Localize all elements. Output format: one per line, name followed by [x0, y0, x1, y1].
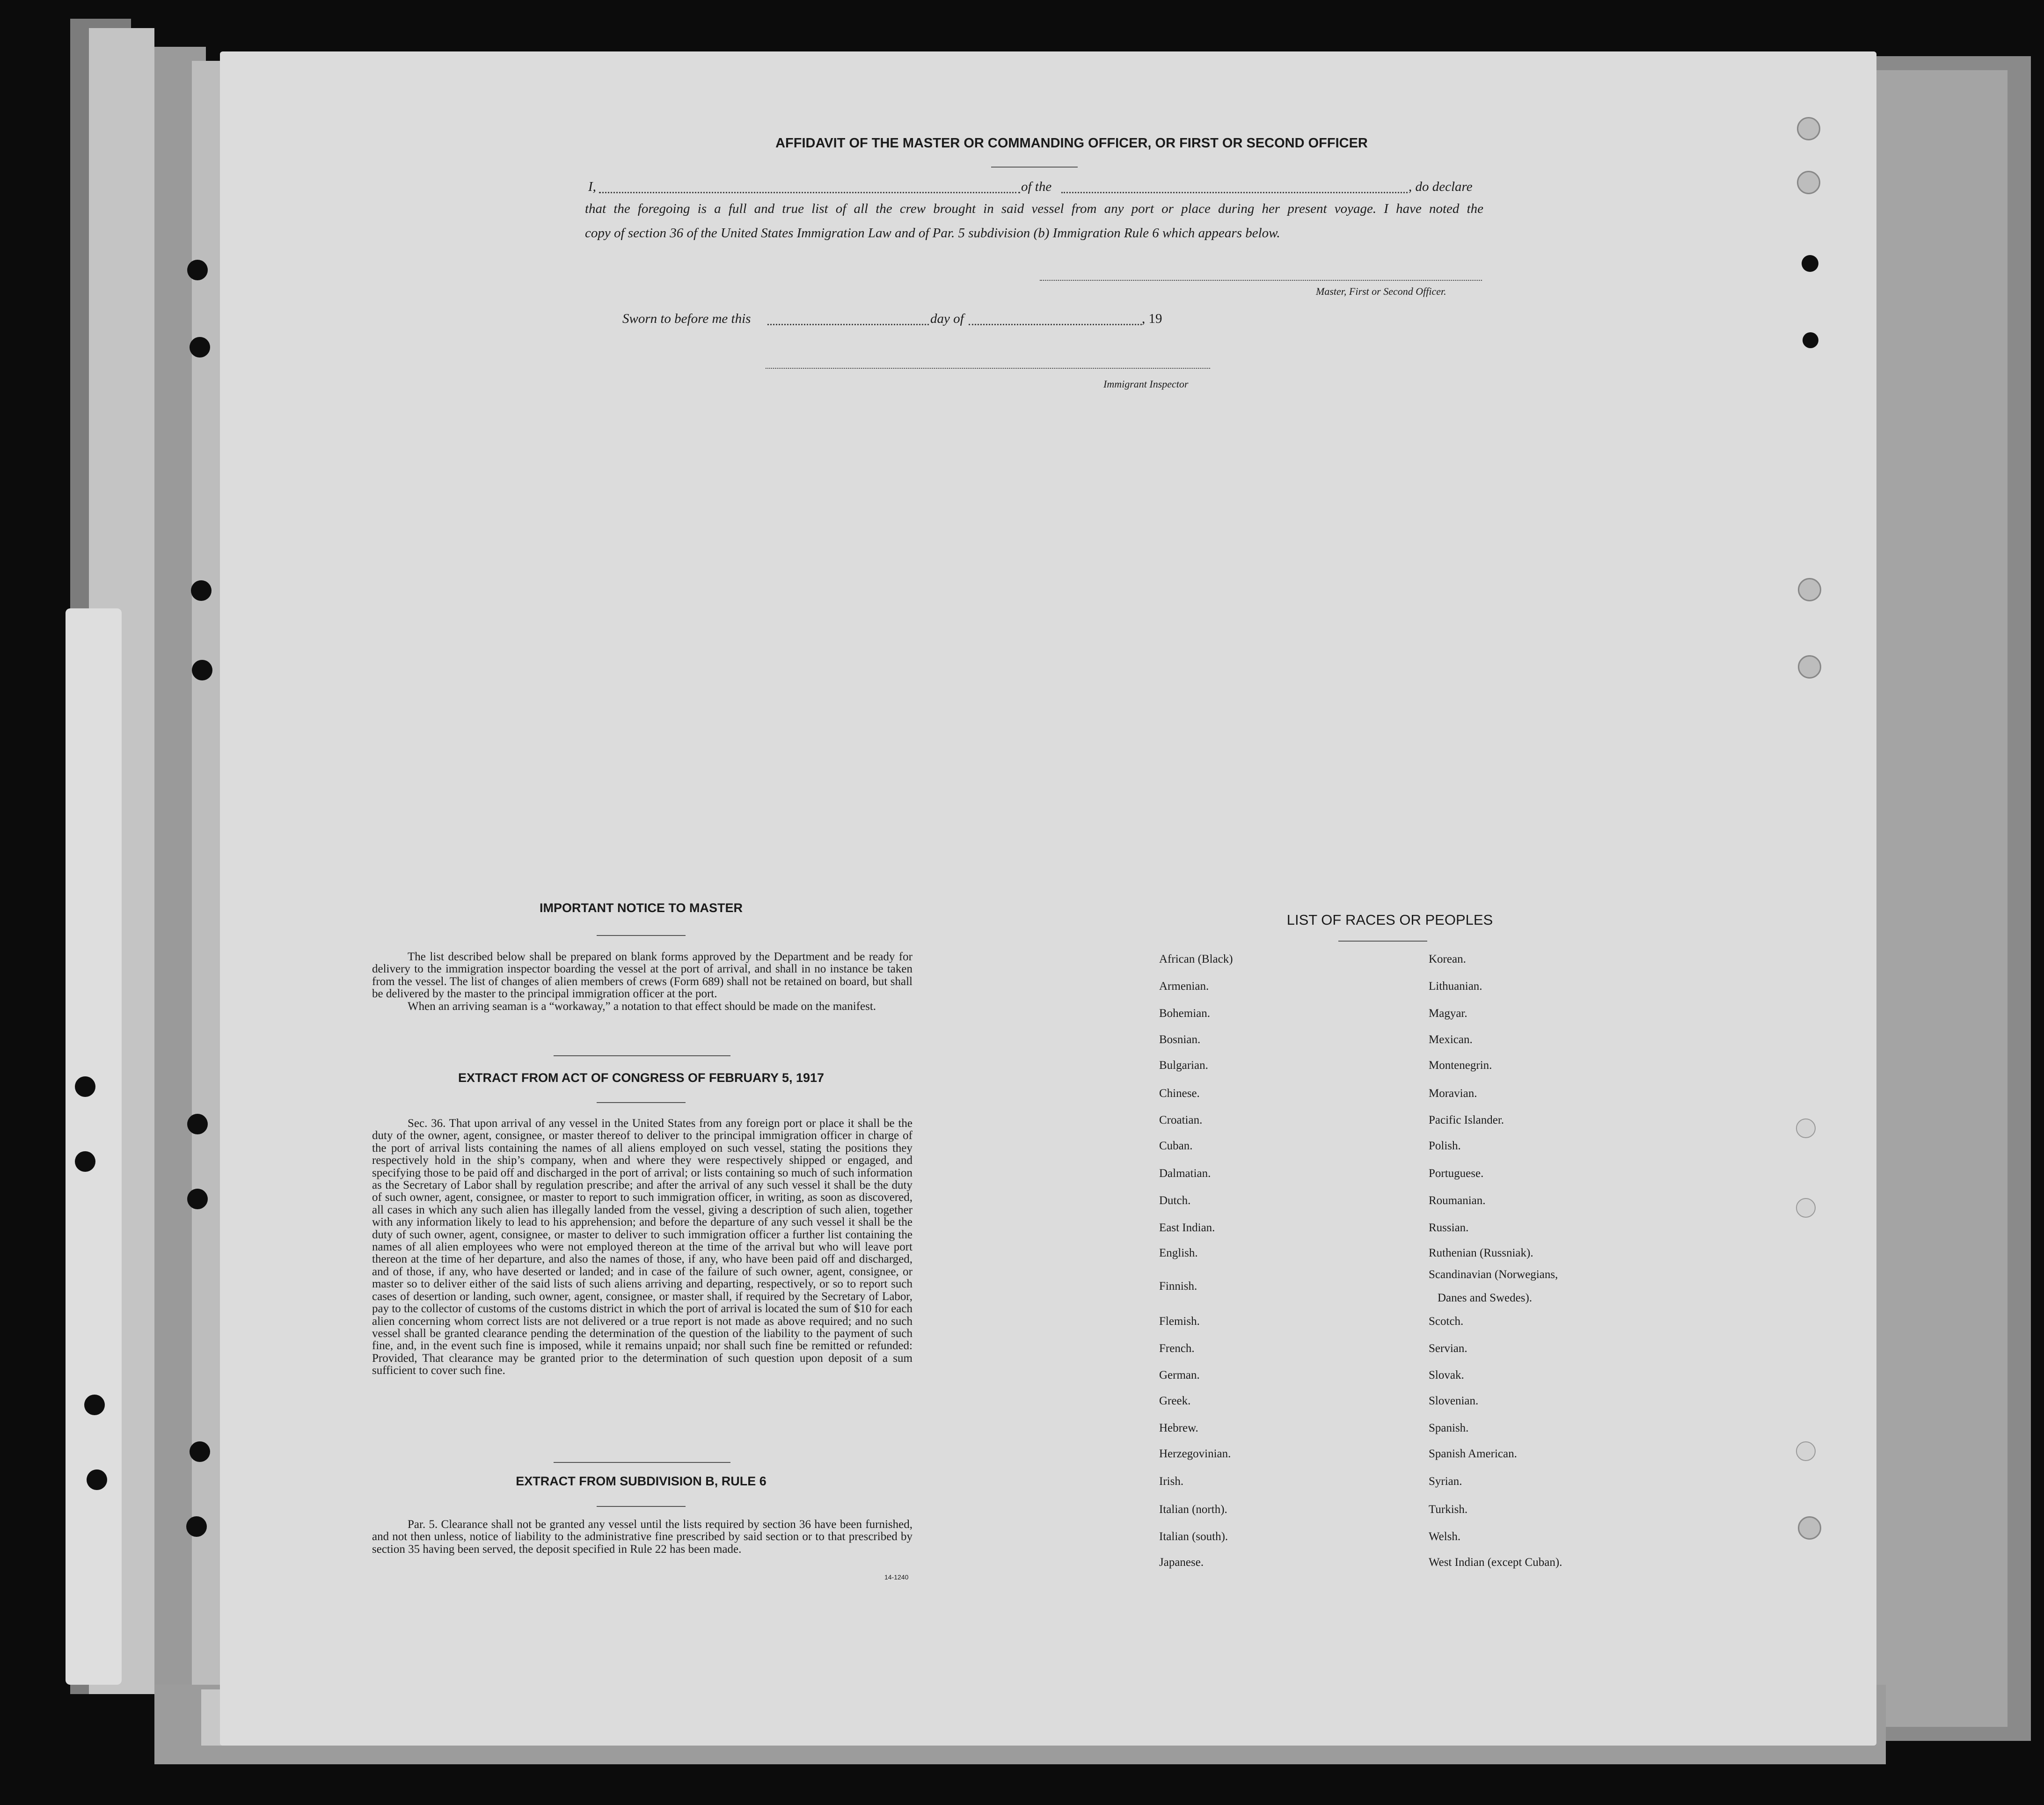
- notice-paragraph: When an arriving seaman is a “workaway,” a notation to that effect should be made on the manifest.: [408, 1000, 876, 1013]
- race-item: East Indian.: [1159, 1221, 1215, 1234]
- race-item: Flemish.: [1159, 1315, 1200, 1328]
- race-item: Dutch.: [1159, 1194, 1191, 1207]
- race-item: English.: [1159, 1247, 1198, 1259]
- punch-hole: [187, 260, 208, 280]
- extract-rule-body: [372, 1519, 912, 1556]
- race-item: Polish.: [1429, 1140, 1461, 1152]
- race-item: Irish.: [1159, 1475, 1184, 1488]
- race-item: Welsh.: [1429, 1530, 1461, 1543]
- day-blank[interactable]: [767, 324, 929, 325]
- punch-hole: [1803, 332, 1818, 348]
- race-item: Russian.: [1429, 1221, 1469, 1234]
- race-item: Ruthenian (Russniak).: [1429, 1247, 1533, 1259]
- extract-act-body: [372, 1118, 912, 1377]
- race-item: Roumanian.: [1429, 1194, 1486, 1207]
- affidavit-declare: , do declare: [1409, 179, 1473, 194]
- affidavit-i: I,: [588, 179, 596, 194]
- divider: [554, 1055, 730, 1056]
- notice-body: [372, 951, 912, 1013]
- punch-hole: [191, 580, 212, 601]
- punch-hole: [87, 1469, 107, 1490]
- race-item: Servian.: [1429, 1342, 1467, 1355]
- divider: [597, 1506, 686, 1507]
- punch-hole: [186, 1516, 207, 1537]
- punch-hole: [192, 660, 212, 680]
- race-item: Greek.: [1159, 1395, 1191, 1407]
- race-item: African (Black): [1159, 953, 1233, 965]
- day-of-label: day of: [930, 311, 964, 326]
- notice-title: IMPORTANT NOTICE TO MASTER: [540, 901, 743, 915]
- race-item: French.: [1159, 1342, 1195, 1355]
- race-item: Portuguese.: [1429, 1167, 1484, 1180]
- punch-hole: [84, 1395, 105, 1415]
- race-item: Italian (north).: [1159, 1503, 1227, 1516]
- divider: [597, 935, 686, 936]
- master-label: Master, First or Second Officer.: [1316, 285, 1446, 297]
- race-item: German.: [1159, 1369, 1200, 1381]
- race-item: Mexican.: [1429, 1033, 1473, 1046]
- races-title: LIST OF RACES OR PEOPLES: [1286, 912, 1493, 928]
- vessel-blank[interactable]: [1061, 192, 1408, 193]
- race-item: Finnish.: [1159, 1280, 1197, 1293]
- race-item: Bosnian.: [1159, 1033, 1201, 1046]
- race-item: Japanese.: [1159, 1556, 1204, 1569]
- affidavit-of-the: of the: [1021, 179, 1052, 194]
- race-item: Syrian.: [1429, 1475, 1462, 1488]
- notice-paragraph: The list described below shall be prepared on blank forms approved by the Department and be ready for delivery to the immigration inspector boarding the vessel at the port of arrival, and shall in no instance be taken from the vessel. The list of changes of alien members of crews (Form 689) shall not be retained on board, but shall be delivered by the master to the principal immigration officer at the port.: [372, 950, 912, 1001]
- punch-hole: [1796, 1118, 1816, 1138]
- extract-rule-title: EXTRACT FROM SUBDIVISION B, RULE 6: [516, 1474, 766, 1488]
- race-item: Dalmatian.: [1159, 1167, 1211, 1180]
- punch-hole: [187, 1189, 208, 1209]
- race-item: Korean.: [1429, 953, 1466, 965]
- affidavit-statement: that the foregoing is a full and true list of all the crew brought in said vessel from any port or place during her present voyage. I have noted the: [585, 201, 1483, 216]
- punch-hole: [75, 1151, 95, 1172]
- divider: [991, 167, 1078, 168]
- race-item: Magyar.: [1429, 1007, 1467, 1020]
- inspector-signature-line[interactable]: [766, 368, 1210, 369]
- race-item: Herzegovinian.: [1159, 1447, 1231, 1460]
- race-item: Turkish.: [1429, 1503, 1468, 1516]
- race-item: Italian (south).: [1159, 1530, 1228, 1543]
- sworn-label: Sworn to before me this: [622, 311, 751, 326]
- race-item: Scotch.: [1429, 1315, 1464, 1328]
- race-item: Bohemian.: [1159, 1007, 1211, 1020]
- affidavit-title: AFFIDAVIT OF THE MASTER OR COMMANDING OFFICER, OR FIRST OR SECOND OFFICER: [775, 136, 1368, 151]
- name-blank[interactable]: [599, 192, 1020, 193]
- race-item: Montenegrin.: [1429, 1059, 1492, 1072]
- race-item: Cuban.: [1159, 1140, 1193, 1152]
- punch-hole: [1796, 1198, 1816, 1218]
- race-item: Moravian.: [1429, 1087, 1477, 1100]
- extract-act-text: Sec. 36. That upon arrival of any vessel in the United States from any foreign port or place it shall be the duty of the owner, agent, consignee, or master thereof to deliver to the principal immigration officer in charge of the port of arrival lists containing the names of all aliens employed on such vessel, stating the positions they respectively hold in the ship’s company, when and where they were respectively shipped or engaged, and specifying those to be paid off and discharged in the port of arrival; or lists containing so much of such information as the Secretary of Labor shall by regulation prescribe; and after the arrival of any such vessel it shall be the duty of such owner, agent, consignee, or master to report to such immigration officer, in writing, as soon as discovered, all cases in which any such alien has illegally landed from the vessel, giving a description of such alien, together with any information likely to lead to his apprehension; and before the departure of any such vessel it shall be the duty of such owner, agent, consignee, or master to deliver to such immigration officer a further list containing the names of all alien employees who were not employed thereon at the time of the arrival but who will leave port thereon at the time of her departure, and also the names of those, if any, who have been paid off and discharged, and of those, if any, who have deserted or landed; and in case of the failure of such owner, agent, consignee, or master so to deliver either of the said lists of such aliens arriving and departing, respectively, or so to report such cases of desertion or landing, such owner, agent, consignee, or master shall, if required by the Secretary of Labor, pay to the collector of customs of the customs district in which the port of arrival is located the sum of $10 for each alien concerning whom correct lists are not delivered or a true report is not made as above required; and no such vessel shall be granted clearance pending the determination of the question of the liability to the payment of such fine, and, in the event such fine is imposed, while it remains unpaid; nor shall such fine be remitted or refunded: Provided, That clearance may be granted prior to the determination of such question upon deposit of a sum sufficient to cover such fine.: [372, 1117, 912, 1377]
- extract-rule-text: Par. 5. Clearance shall not be granted any vessel until the lists required by section 36 have been furnished, and not then unless, notice of liability to the administrative fine prescribed by said section or to that prescribed by section 35 having been served, the deposit specified in Rule 22 has been made.: [372, 1518, 912, 1556]
- extract-act-title: EXTRACT FROM ACT OF CONGRESS OF FEBRUARY 5, 1917: [458, 1071, 825, 1085]
- punch-hole: [1802, 255, 1818, 272]
- race-item-continuation: Danes and Swedes).: [1438, 1292, 1533, 1304]
- divider: [554, 1462, 730, 1463]
- punch-hole: [190, 1441, 210, 1462]
- inspector-label: Immigrant Inspector: [1103, 378, 1189, 390]
- signature-line[interactable]: [1040, 280, 1482, 281]
- affidavit-statement-cont: copy of section 36 of the United States Immigration Law and of Par. 5 subdivision (b) Immigration Rule 6 which appears below.: [585, 226, 1280, 241]
- race-item: Croatian.: [1159, 1114, 1203, 1126]
- race-item: Slovak.: [1429, 1369, 1464, 1381]
- punch-hole: [1798, 578, 1821, 601]
- punch-hole: [1797, 117, 1820, 140]
- punch-hole: [1797, 171, 1820, 194]
- month-blank[interactable]: [969, 324, 1142, 325]
- punch-hole: [1796, 1441, 1816, 1461]
- race-item: Pacific Islander.: [1429, 1114, 1504, 1126]
- race-item: Slovenian.: [1429, 1395, 1479, 1407]
- divider: [597, 1102, 686, 1103]
- form-number: 14-1240: [884, 1573, 909, 1581]
- race-item: Hebrew.: [1159, 1422, 1198, 1434]
- punch-hole: [187, 1114, 208, 1134]
- punch-hole: [75, 1076, 95, 1097]
- race-item: Scandinavian (Norwegians,: [1429, 1268, 1558, 1281]
- divider: [1338, 941, 1427, 942]
- punch-hole: [1798, 655, 1821, 679]
- race-item: Lithuanian.: [1429, 980, 1482, 993]
- race-item: Chinese.: [1159, 1087, 1200, 1100]
- back-page: [1867, 70, 2008, 1727]
- punch-hole: [1798, 1516, 1821, 1540]
- binder-edge: [66, 608, 122, 1685]
- race-item: West Indian (except Cuban).: [1429, 1556, 1562, 1569]
- punch-hole: [190, 337, 210, 358]
- form-page: [220, 51, 1876, 1746]
- race-item: Spanish.: [1429, 1422, 1469, 1434]
- race-item: Armenian.: [1159, 980, 1209, 993]
- race-item: Bulgarian.: [1159, 1059, 1208, 1072]
- year-label: , 19: [1142, 311, 1162, 326]
- race-item: Spanish American.: [1429, 1447, 1517, 1460]
